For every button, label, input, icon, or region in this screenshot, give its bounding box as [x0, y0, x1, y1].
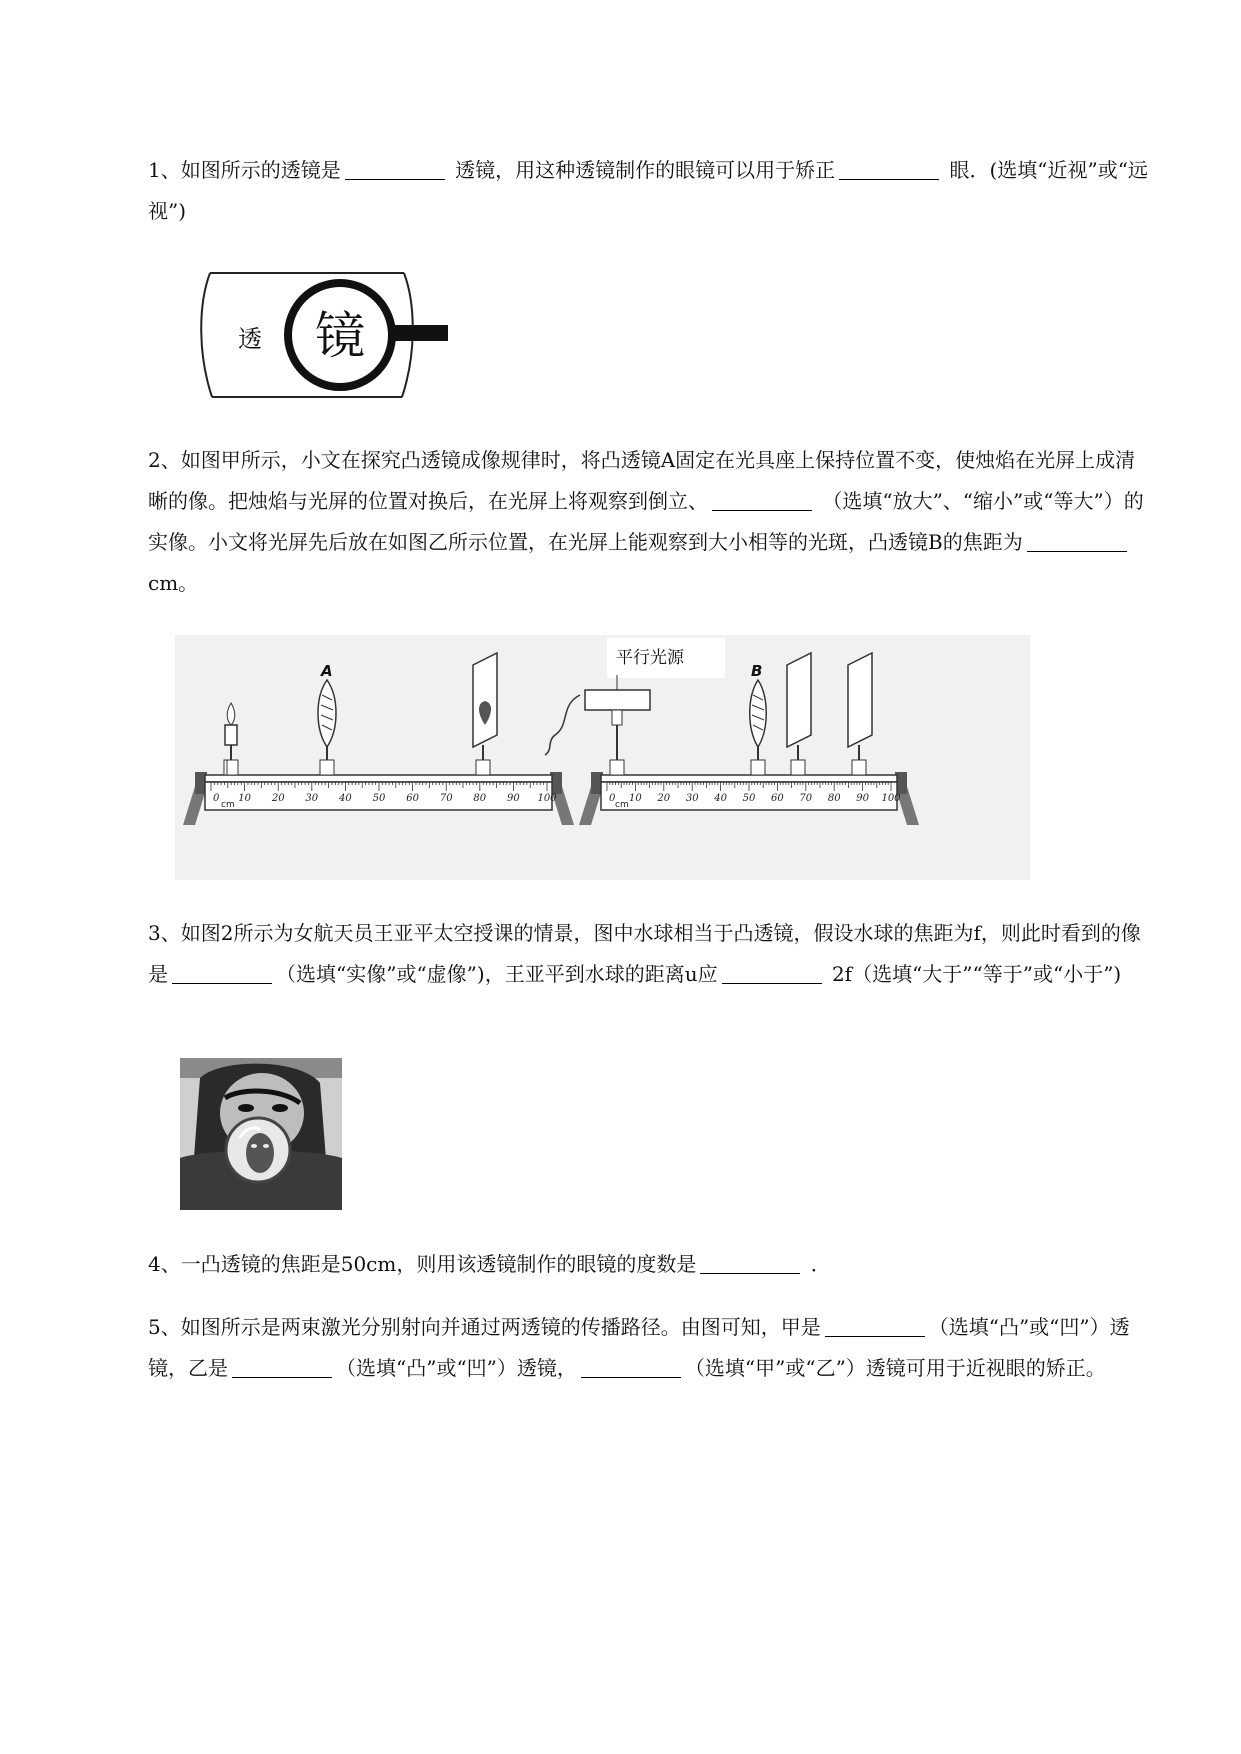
bench-right-tick-label: 40 — [714, 793, 727, 804]
bench-right-tick-label: 30 — [685, 793, 699, 804]
q5-blank-2[interactable] — [232, 1353, 332, 1378]
q2-blank-1[interactable] — [712, 486, 812, 511]
bench-right-tick-label: 20 — [657, 793, 671, 804]
bench-right-unit: cm — [615, 800, 629, 810]
q1-fig-char-2: 镜 — [315, 307, 365, 365]
q2-text-b: （选填“放大”、“缩小”或“等大”）的实像。小文将光屏先后放在如图乙所示位置，在光屏上能观察到大小相等的光斑，凸透镜B的焦距为 — [148, 489, 1144, 554]
q1-fig-char-1: 透 — [238, 325, 262, 353]
bench-left-tick-label: 30 — [305, 793, 319, 804]
q5-text-a: 5、如图所示是两束激光分别射向并通过两透镜的传播路径。由图可知，甲是 — [148, 1315, 821, 1339]
q5-blank-1[interactable] — [825, 1312, 925, 1337]
question-5 — [148, 1307, 1148, 1389]
bench-left-tick-label: 40 — [339, 793, 352, 804]
q1-text-a: 1、如图所示的透镜是 — [148, 158, 341, 182]
q3-blank-2[interactable] — [722, 959, 822, 984]
lens-b-label: B — [751, 662, 763, 680]
bench-right-tick-label: 100 — [881, 793, 901, 804]
bench-right-tick-label: 10 — [629, 793, 642, 804]
bench-left-tick-label: 0 — [213, 793, 220, 804]
bench-right-tick-label: 0 — [609, 793, 616, 804]
bench-left-tick-label: 90 — [507, 793, 520, 804]
bench-left-tick-label: 70 — [439, 793, 453, 804]
q1-blank-2[interactable] — [839, 155, 939, 180]
q3-text-b: （选填“实像”或“虚像”)，王亚平到水球的距离u应 — [276, 962, 718, 986]
q2-text-c: cm。 — [148, 571, 199, 595]
bench-right-tick-label: 70 — [799, 793, 813, 804]
q1-magnifier-figure — [190, 265, 460, 405]
q2-optical-bench-figure — [175, 635, 1030, 880]
q5-text-d: （选填“甲”或“乙”）透镜可用于近视眼的矫正。 — [684, 1356, 1106, 1380]
bench-left-tick-label: 10 — [238, 793, 251, 804]
q2-blank-2[interactable] — [1027, 527, 1127, 552]
q4-text-b: ． — [804, 1252, 831, 1276]
q3-water-ball-photo — [180, 1058, 342, 1210]
bench-left-tick-label: 20 — [271, 793, 285, 804]
bench-right-tick-label: 80 — [827, 793, 841, 804]
q5-text-c: （选填“凸”或“凹”）透镜， — [336, 1356, 577, 1380]
bench-right-tick-label: 60 — [771, 793, 784, 804]
bench-left-tick-label: 80 — [473, 793, 487, 804]
bench-left-tick-label: 50 — [372, 793, 386, 804]
q4-blank-1[interactable] — [700, 1249, 800, 1274]
q4-text-a: 4、一凸透镜的焦距是50cm，则用该透镜制作的眼镜的度数是 — [148, 1252, 697, 1276]
q2-text-a: 2、如图甲所示，小文在探究凸透镜成像规律时，将凸透镜A固定在光具座上保持位置不变，使烛焰在光屏上成清晰的像。把烛焰与光屏的位置对换后，在光屏上将观察到倒立、 — [148, 448, 1136, 513]
bench-right-tick-label: 50 — [742, 793, 756, 804]
question-1 — [148, 150, 1148, 232]
bench-left-tick-label: 60 — [406, 793, 419, 804]
question-3 — [148, 913, 1148, 995]
q3-text-c: 2f（选填“大于”“等于”或“小于”) — [825, 962, 1122, 986]
q5-text-b: （选填“凸”或“凹”）透镜，乙是 — [148, 1315, 1130, 1380]
light-source-label: 平行光源 — [616, 648, 684, 668]
q1-text-c: 眼．(选填“近视”或“远视”) — [148, 158, 1148, 223]
q1-text-b: 透镜，用这种透镜制作的眼镜可以用于矫正 — [448, 158, 836, 182]
question-4 — [148, 1244, 1148, 1285]
question-2 — [148, 440, 1148, 604]
q5-blank-3[interactable] — [581, 1353, 681, 1378]
q3-blank-1[interactable] — [172, 959, 272, 984]
bench-left-unit: cm — [221, 800, 235, 810]
bench-left-tick-label: 100 — [537, 793, 557, 804]
lens-a-label: A — [321, 662, 333, 680]
q1-blank-1[interactable] — [345, 155, 445, 180]
q3-text-a: 3、如图2所示为女航天员王亚平太空授课的情景，图中水球相当于凸透镜，假设水球的焦距为f，则此时看到的像是 — [148, 921, 1141, 986]
bench-right-tick-label: 90 — [856, 793, 869, 804]
